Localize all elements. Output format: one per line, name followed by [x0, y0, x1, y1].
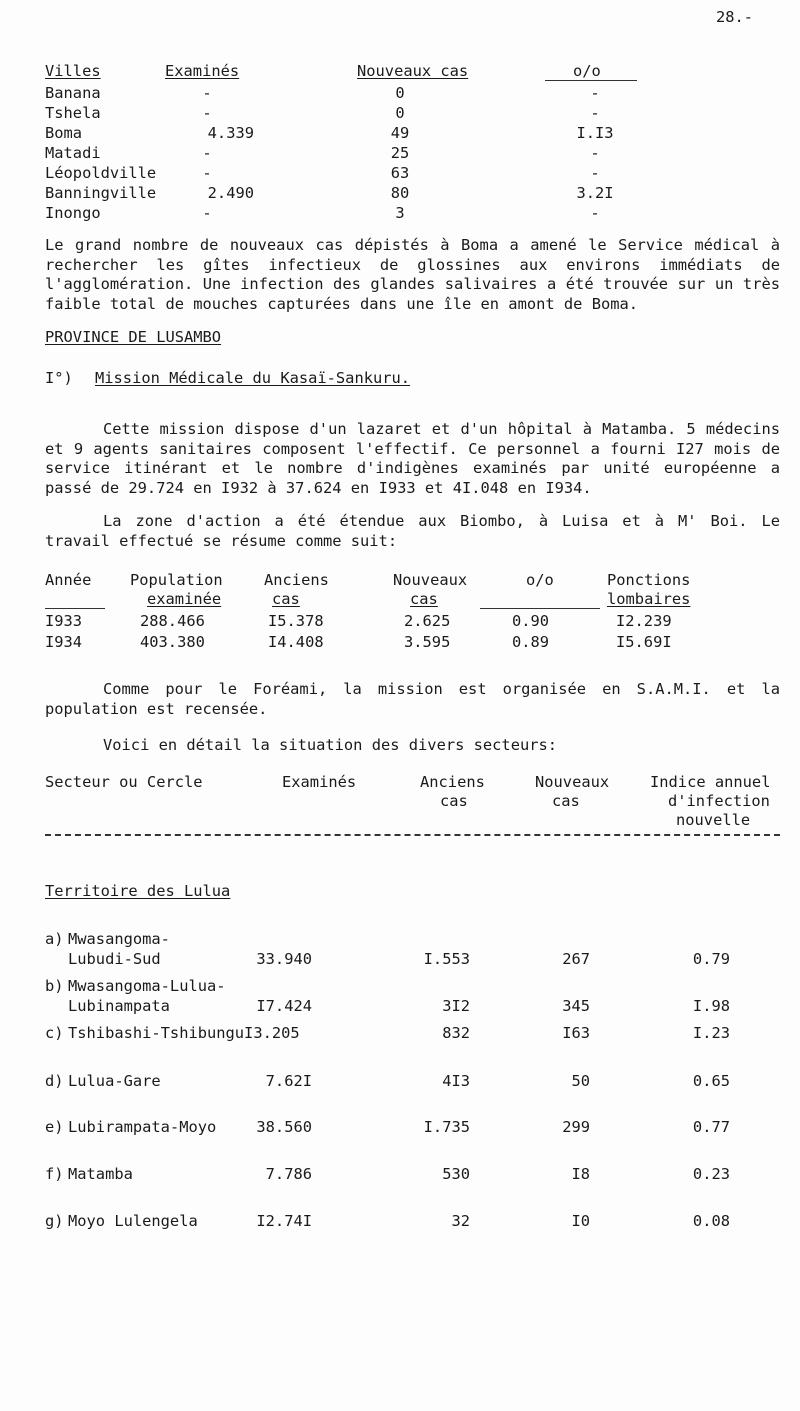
city-name: Banningville — [45, 184, 157, 202]
sector-examines: 7.786 — [265, 1165, 312, 1183]
col-header-nouveaux-sub: cas — [410, 590, 438, 608]
sector-anciens: 530 — [442, 1165, 470, 1183]
col-header-nouveaux3-sub: cas — [552, 792, 580, 810]
row-population: 403.380 — [140, 633, 205, 651]
row-nouveaux: 2.625 — [404, 612, 451, 630]
sector-indice: I.98 — [692, 997, 730, 1015]
pct-underline — [545, 80, 637, 81]
city-name: Tshela — [45, 104, 101, 122]
row-anciens: I5.378 — [268, 612, 324, 630]
city-name: Matadi — [45, 144, 101, 162]
sector-indice: 0.65 — [692, 1072, 730, 1090]
pct2-underline — [480, 608, 600, 609]
col-header-villes: Villes — [45, 62, 101, 80]
sector-letter: d) — [45, 1072, 64, 1090]
col-header-ponctions: Ponctions — [607, 571, 691, 589]
col-header-indice-sub1: d'infection — [668, 792, 770, 810]
city-examines: 4.339 — [207, 124, 254, 142]
city-examines: - — [202, 84, 212, 102]
paragraph-detail: Voici en détail la situation des divers secteurs: — [103, 736, 558, 754]
city-examines: - — [202, 104, 212, 122]
row-pct: 0.89 — [512, 633, 550, 651]
sector-name: Matamba — [68, 1165, 133, 1183]
col-header-pct2: o/o — [526, 571, 554, 589]
city-examines: - — [202, 204, 212, 222]
city-nouveaux-cas: 3 — [395, 204, 405, 222]
row-annee: I934 — [45, 633, 83, 651]
sector-nouveaux: 267 — [562, 950, 590, 968]
col-header-population-sub: examinée — [147, 590, 222, 608]
col-header-examines3: Examinés — [282, 773, 357, 791]
sector-anciens: I.735 — [423, 1118, 470, 1136]
col-header-indice: Indice annuel — [650, 773, 771, 791]
row-nouveaux: 3.595 — [404, 633, 451, 651]
sector-indice: 0.23 — [692, 1165, 730, 1183]
sector-examines: 7.62I — [265, 1072, 312, 1090]
sector-nouveaux: I8 — [571, 1165, 590, 1183]
sector-name: Lubinampata — [68, 997, 170, 1015]
sector-name: Lulua-Gare — [68, 1072, 161, 1090]
sector-letter: g) — [45, 1212, 64, 1230]
paragraph-zone: La zone d'action a été étendue aux Biombo, à Luisa et à M' Boi. Le travail effectué se résume comme suit: — [45, 512, 780, 550]
mission-title: Mission Médicale du Kasaï-Sankuru. — [95, 369, 411, 387]
sector-anciens: 832 — [442, 1024, 470, 1042]
row-pct: 0.90 — [512, 612, 550, 630]
city-nouveaux-cas: 80 — [390, 184, 410, 202]
city-pct: 3.2I — [576, 184, 614, 202]
row-anciens: I4.408 — [268, 633, 324, 651]
sector-nouveaux: I63 — [562, 1024, 590, 1042]
sector-examines: I2.74I — [256, 1212, 312, 1230]
city-examines: - — [202, 164, 212, 182]
sector-indice: I.23 — [692, 1024, 730, 1042]
col-header-indice-sub2: nouvelle — [676, 811, 751, 829]
sector-letter: f) — [45, 1165, 64, 1183]
row-ponctions: I5.69I — [616, 633, 672, 651]
mission-number: I°) — [45, 369, 73, 387]
col-header-annee: Année — [45, 571, 92, 589]
sector-indice: 0.08 — [692, 1212, 730, 1230]
city-nouveaux-cas: 0 — [395, 104, 405, 122]
sector-nouveaux: I0 — [571, 1212, 590, 1230]
sector-examines: I7.424 — [256, 997, 312, 1015]
city-nouveaux-cas: 0 — [395, 84, 405, 102]
page-number: 28.- — [716, 8, 754, 26]
city-pct: - — [590, 144, 600, 162]
sector-letter: e) — [45, 1118, 64, 1136]
sector-examines: 38.560 — [256, 1118, 312, 1136]
sector-nouveaux: 299 — [562, 1118, 590, 1136]
col-header-ponctions-sub: lombaires — [607, 590, 691, 608]
sector-indice: 0.77 — [692, 1118, 730, 1136]
sector-letter: a) — [45, 930, 64, 948]
sector-anciens: 32 — [451, 1212, 470, 1230]
col-header-nouveaux3: Nouveaux — [535, 773, 610, 791]
sector-nouveaux: 345 — [562, 997, 590, 1015]
col-header-pct: o/o — [573, 62, 601, 80]
col-header-population: Population — [130, 571, 223, 589]
sector-letter: b) — [45, 977, 64, 995]
sector-nouveaux: 50 — [571, 1072, 590, 1090]
sector-examines: 33.940 — [256, 950, 312, 968]
sector-anciens: I.553 — [423, 950, 470, 968]
col-header-nouveaux-cas: Nouveaux cas — [357, 62, 469, 80]
city-examines: - — [202, 144, 212, 162]
col-header-anciens3: Anciens — [420, 773, 485, 791]
city-nouveaux-cas: 25 — [390, 144, 410, 162]
dashed-separator — [45, 834, 780, 836]
city-pct: - — [590, 164, 600, 182]
city-name: Boma — [45, 124, 83, 142]
sector-name: Mwasangoma- — [68, 930, 170, 948]
paragraph-mission: Cette mission dispose d'un lazaret et d'un hôpital à Matamba. 5 médecins et 9 agents sanitaires composent l'effectif. Ce personnel a fourni I27 mois de service itinérant et le nombre d'indigènes examinés par unité européenne a passé de 29.724 en I932 à 37.624 en I933 et 4I.048 en I934. — [45, 420, 780, 497]
province-heading: PROVINCE DE LUSAMBO — [45, 328, 222, 346]
city-pct: - — [590, 84, 600, 102]
city-pct: - — [590, 204, 600, 222]
sector-name: Tshibashi-TshibunguI3.205 — [68, 1024, 300, 1042]
sector-name: Mwasangoma-Lulua- — [68, 977, 226, 995]
col-header-anciens-sub: cas — [272, 590, 300, 608]
sector-letter: c) — [45, 1024, 64, 1042]
annee-underline — [45, 608, 105, 609]
col-header-examines: Examinés — [165, 62, 240, 80]
sector-indice: 0.79 — [692, 950, 730, 968]
sector-name: Lubirampata-Moyo — [68, 1118, 217, 1136]
col-header-nouveaux: Nouveaux — [393, 571, 468, 589]
paragraph-foreami: Comme pour le Foréami, la mission est organisée en S.A.M.I. et la population est recensée. — [45, 680, 780, 718]
row-ponctions: I2.239 — [616, 612, 672, 630]
city-name: Inongo — [45, 204, 101, 222]
city-examines: 2.490 — [207, 184, 254, 202]
col-header-secteur: Secteur ou Cercle — [45, 773, 203, 791]
sector-name: Lubudi-Sud — [68, 950, 161, 968]
row-annee: I933 — [45, 612, 83, 630]
city-name: Banana — [45, 84, 101, 102]
col-header-anciens: Anciens — [264, 571, 329, 589]
sector-name: Moyo Lulengela — [68, 1212, 198, 1230]
city-pct: I.I3 — [576, 124, 614, 142]
col-header-anciens3-sub: cas — [440, 792, 468, 810]
sector-anciens: 4I3 — [442, 1072, 470, 1090]
city-nouveaux-cas: 49 — [390, 124, 410, 142]
row-population: 288.466 — [140, 612, 205, 630]
city-nouveaux-cas: 63 — [390, 164, 410, 182]
territoire-title: Territoire des Lulua — [45, 882, 231, 900]
city-name: Léopoldville — [45, 164, 157, 182]
sector-anciens: 3I2 — [442, 997, 470, 1015]
paragraph-boma: Le grand nombre de nouveaux cas dépistés à Boma a amené le Service médical à rechercher les gîtes infectieux de glossines aux environs immédiats de l'agglomération. Une infection des glandes salivaires a été trouvée sur un très faible total de mouches capturées dans une île en amont de Boma. — [45, 236, 780, 313]
city-pct: - — [590, 104, 600, 122]
